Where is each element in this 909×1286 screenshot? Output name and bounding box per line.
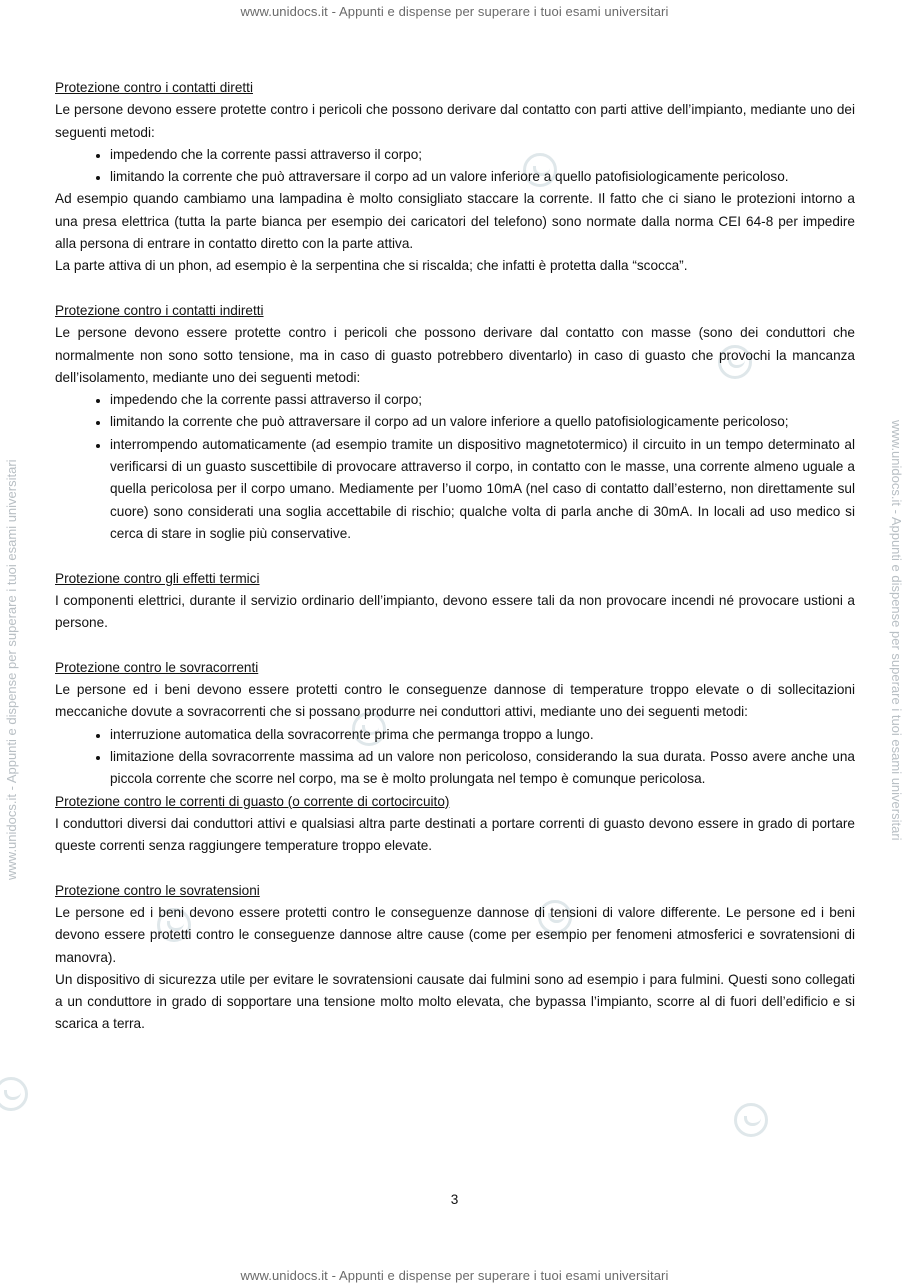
bullet-list bbox=[55, 389, 855, 545]
watermark-banner-top: www.unidocs.it - Appunti e dispense per superare i tuoi esami universitari bbox=[240, 4, 669, 19]
section-paragraph: La parte attiva di un phon, ad esempio è la serpentina che si riscalda; che infatti è protetta dalla “scocca”. bbox=[55, 258, 688, 274]
section-paragraph: Un dispositivo di sicurezza utile per evitare le sovratensioni causate dai fulmini sono ad esempio i para fulmini. Questi sono collegati a un conduttore in grado di sopportare una tensione molto molto elevata, che bypassa l’impianto, scorre al di fuori dell’edificio e si scarica a terra. bbox=[55, 971, 855, 1032]
unidocs-logo-icon bbox=[0, 1077, 28, 1111]
section-heading: Protezione contro gli effetti termici bbox=[55, 570, 260, 586]
list-item: • limitazione della sovracorrente massima ad un valore non pericoloso, considerando la sua durata. Posso avere anche una piccola corrente che scorre nel corpo, ma se è molto prolungata nel tempo è comunque pericolosa. bbox=[110, 746, 855, 791]
list-item: • limitando la corrente che può attraversare il corpo ad un valore inferiore a quello patofisiologicamente pericoloso; bbox=[110, 411, 855, 433]
list-item: • impedendo che la corrente passi attraverso il corpo; bbox=[110, 144, 855, 166]
section-heading: Protezione contro le sovratensioni bbox=[55, 882, 260, 898]
section-paragraph: Le persone devono essere protette contro i pericoli che possono derivare dal contatto con parti attive dell’impianto, mediante uno dei seguenti metodi: bbox=[55, 102, 855, 140]
section-paragraph: Le persone ed i beni devono essere protetti contro le conseguenze dannose di temperature troppo elevate o di sollecitazioni meccaniche dovute a sovracorrenti che si possano produrre nei conduttori attivi, mediante uno dei seguenti metodi: bbox=[55, 682, 855, 720]
list-item: • interrompendo automaticamente (ad esempio tramite un dispositivo magnetotermico) il circuito in un tempo determinato al verificarsi di un guasto suscettibile di provocare attraverso il corpo, in contatto con le masse, una corrente almeno uguale a quella pericolosa per il corpo umano. Mediamente per l’uomo 10mA (nel caso di contatto dall’esterno, non direttamente sul cuore) sono considerati una soglia accettabile di rischio; qualche volta di parla anche di 30mA. In locali ad uso medico si cerca di stare in soglie più conservative. bbox=[110, 434, 855, 545]
unidocs-logo-icon bbox=[734, 1103, 768, 1137]
section-contatti-diretti bbox=[55, 77, 855, 278]
section-heading: Protezione contro le sovracorrenti bbox=[55, 659, 259, 675]
section-paragraph: I conduttori diversi dai conduttori attivi e qualsiasi altra parte destinati a portare correnti di guasto devono essere in grado di portare queste correnti senza raggiungere temperature troppo elevate. bbox=[55, 815, 855, 854]
section-paragraph: Ad esempio quando cambiamo una lampadina è molto consigliato staccare la corrente. Il fatto che ci siano le protezioni intorno a una presa elettrica (tutta la parte bianca per esempio dei caricatori del telefono) sono normate dalla norma CEI 64-8 per impedire alla persona di entrare in contatto diretto con la parte attiva. bbox=[55, 191, 855, 252]
section-sovratensioni bbox=[55, 880, 855, 1036]
section-paragraph: Le persone ed i beni devono essere protetti contro le conseguenze dannose di tensioni di valore differente. Le persone ed i beni devono essere protetti contro le conseguenze dannose altre cause (come per esempio per fenomeni atmosferici e sovratensioni di manovra). bbox=[55, 904, 855, 965]
section-heading: Protezione contro i contatti indiretti bbox=[55, 302, 264, 318]
section-heading: Protezione contro i contatti diretti bbox=[55, 80, 253, 95]
bullet-list bbox=[55, 144, 855, 189]
bullet-list bbox=[55, 724, 855, 791]
section-effetti-termici bbox=[55, 568, 855, 635]
watermark-side-right: www.unidocs.it - Appunti e dispense per superare i tuoi esami universitari bbox=[889, 420, 904, 841]
list-item: • limitando la corrente che può attraversare il corpo ad un valore inferiore a quello patofisiologicamente pericoloso. bbox=[110, 166, 855, 188]
list-item: • interruzione automatica della sovracorrente prima che permanga troppo a lungo. bbox=[110, 724, 855, 746]
section-sovracorrenti bbox=[55, 657, 855, 791]
list-item: • impedendo che la corrente passi attraverso il corpo; bbox=[110, 389, 855, 411]
section-contatti-indiretti bbox=[55, 300, 855, 545]
section-paragraph: Le persone devono essere protette contro i pericoli che possono derivare dal contatto con masse (sono dei conduttori che normalmente non sono sotto tensione, ma in caso di guasto potrebbero diventarlo) in caso di guasto che provochi la mancanza dell’isolamento, mediante uno dei seguenti metodi: bbox=[55, 325, 855, 385]
watermark-banner-bottom: www.unidocs.it - Appunti e dispense per superare i tuoi esami universitari bbox=[240, 1268, 669, 1283]
watermark-side-left: www.unidocs.it - Appunti e dispense per superare i tuoi esami universitari bbox=[4, 459, 19, 880]
page-number: 3 bbox=[450, 1192, 459, 1207]
section-correnti-di-guasto bbox=[55, 791, 855, 858]
document-body bbox=[55, 77, 855, 1058]
section-heading: Protezione contro le correnti di guasto (o corrente di cortocircuito) bbox=[55, 793, 450, 809]
section-paragraph: I componenti elettrici, durante il servizio ordinario dell’impianto, devono essere tali da non provocare incendi né provocare ustioni a persone. bbox=[55, 592, 855, 631]
